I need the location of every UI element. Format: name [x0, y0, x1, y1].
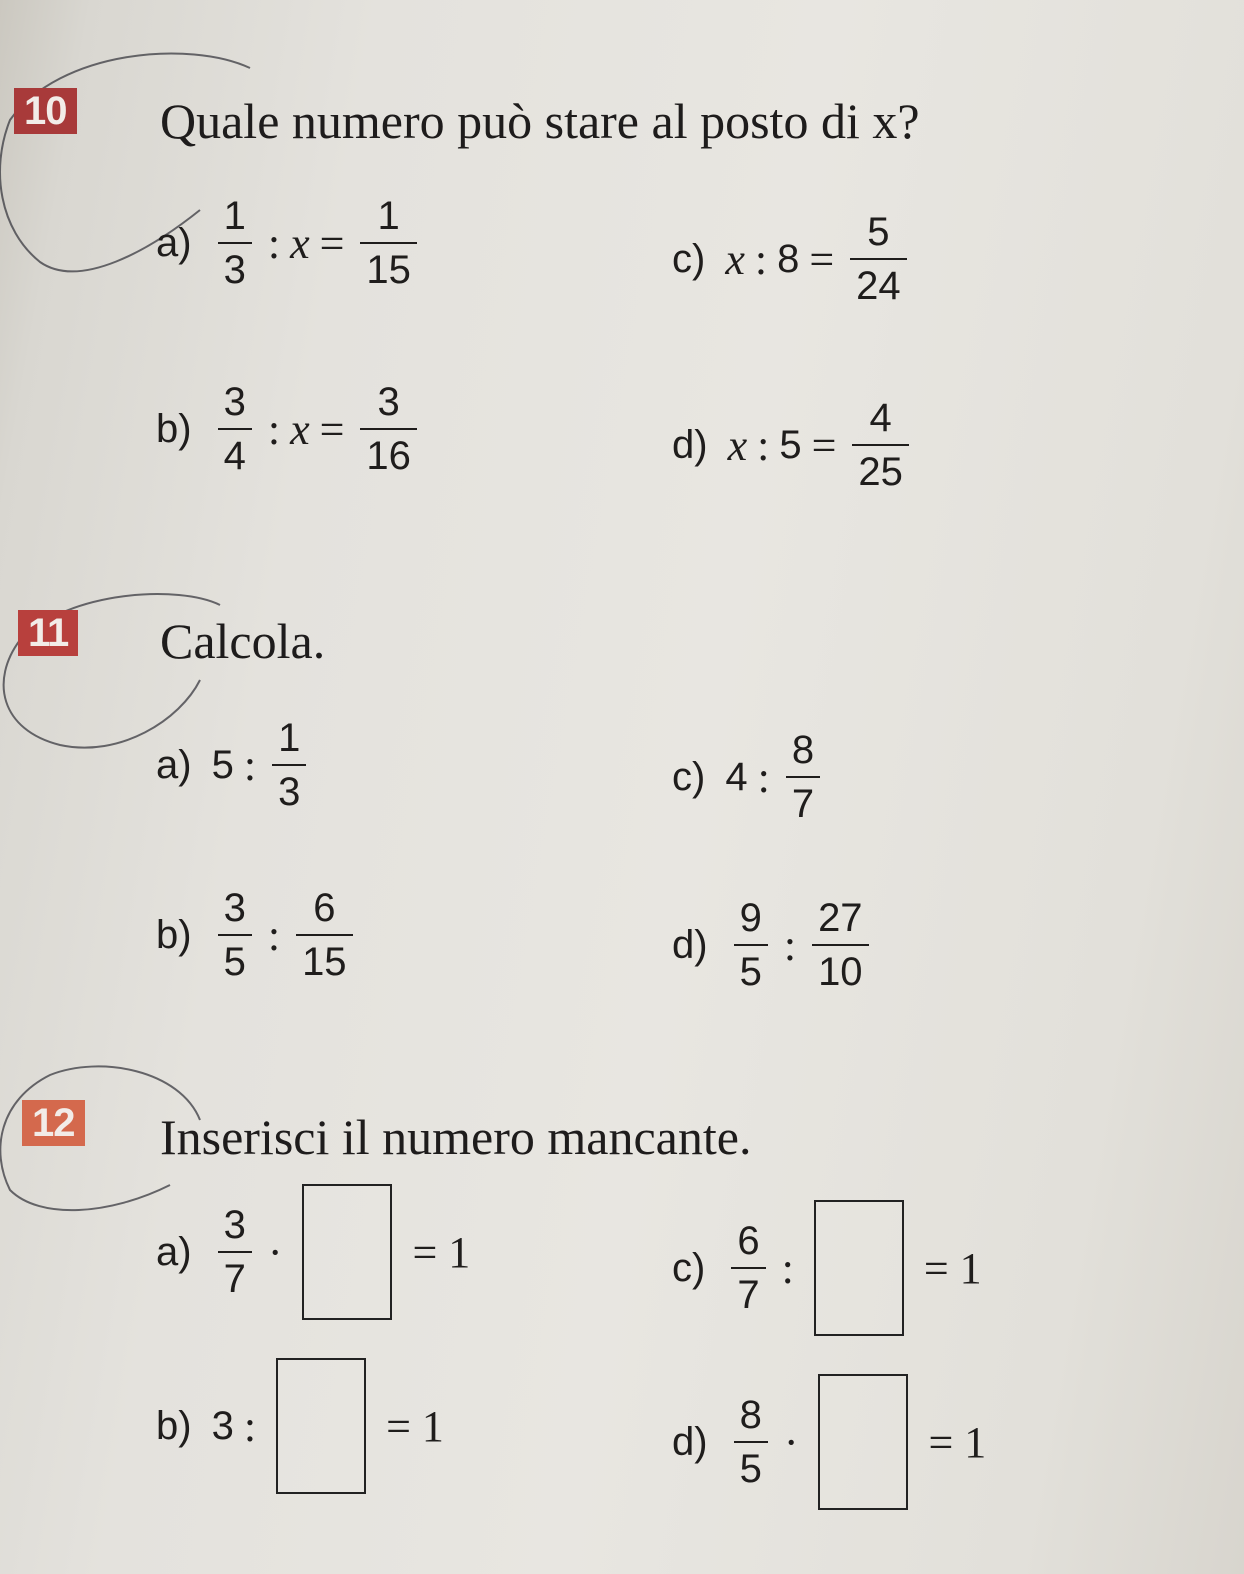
item-12a: [156, 1184, 476, 1320]
answer-box[interactable]: [302, 1184, 392, 1320]
fraction: [734, 1395, 768, 1489]
numerator: 9: [739, 896, 762, 940]
fraction: [360, 382, 417, 476]
denominator: 5: [739, 950, 762, 994]
item-10a: [156, 196, 427, 290]
fraction: [812, 898, 869, 992]
equals-one: = 1: [923, 1243, 982, 1293]
item-10b: [156, 382, 427, 476]
numerator: 1: [377, 194, 400, 238]
equals-sign: =: [319, 404, 345, 454]
division-sign: :: [243, 740, 257, 790]
numerator: 5: [867, 210, 890, 254]
equals-sign: =: [809, 234, 835, 284]
fraction: [218, 196, 252, 290]
division-sign: :: [267, 218, 281, 268]
division-sign: :: [783, 920, 797, 970]
item-label: b): [156, 1403, 192, 1448]
number: 4: [725, 754, 748, 799]
item-11d: [672, 898, 879, 992]
denominator: 4: [223, 434, 246, 478]
numerator: 8: [739, 1393, 762, 1437]
item-label: b): [156, 406, 192, 451]
equals-one: = 1: [386, 1401, 444, 1451]
exercise-title: Inserisci il numero mancante.: [160, 1109, 752, 1165]
equals-one: = 1: [412, 1227, 471, 1277]
fraction: [786, 730, 820, 824]
equals-sign: =: [811, 420, 837, 470]
item-label: a): [156, 220, 192, 265]
division-sign: :: [243, 1401, 257, 1451]
variable-x: x: [727, 420, 748, 470]
item-label: c): [672, 236, 706, 281]
item-label: d): [672, 922, 708, 967]
denominator: 5: [223, 940, 246, 984]
numerator: 3: [223, 380, 246, 424]
item-label: b): [156, 912, 192, 957]
denominator: 5: [739, 1447, 762, 1491]
denominator: 7: [223, 1257, 246, 1301]
denominator: 10: [818, 950, 863, 994]
answer-box[interactable]: [814, 1200, 904, 1336]
item-10d: [672, 398, 919, 492]
answer-box[interactable]: [276, 1358, 366, 1494]
division-sign: :: [267, 910, 281, 960]
item-11b: [156, 888, 363, 982]
exercise-title: Calcola.: [160, 613, 326, 669]
numerator: 6: [737, 1219, 760, 1263]
division-sign: :: [267, 404, 281, 454]
fraction: [218, 382, 252, 476]
item-11c: [672, 730, 830, 824]
item-label: a): [156, 742, 192, 787]
number: 5: [211, 742, 234, 787]
fraction: [731, 1221, 765, 1315]
item-12c: [672, 1200, 988, 1336]
numerator: 8: [791, 728, 815, 772]
denominator: 7: [737, 1273, 760, 1317]
fraction: [360, 196, 417, 290]
exercise-number-badge: 10: [14, 88, 77, 134]
fraction: [296, 888, 353, 982]
fraction: [850, 212, 907, 306]
number: 3: [211, 1403, 234, 1448]
numerator: 1: [223, 194, 246, 238]
denominator: 16: [366, 434, 411, 478]
equals-sign: =: [319, 218, 345, 268]
number: 8: [777, 236, 800, 281]
numerator: 3: [223, 1203, 246, 1247]
item-label: c): [672, 754, 706, 799]
exercise-title: Quale numero può stare al posto di x?: [160, 93, 920, 149]
numerator: 3: [223, 886, 246, 930]
item-12b: [156, 1358, 450, 1494]
item-label: d): [672, 422, 708, 467]
exercise-number-badge: 11: [18, 610, 78, 656]
multiplication-dot: ·: [783, 1417, 799, 1467]
numerator: 27: [818, 896, 863, 940]
fraction: [218, 888, 252, 982]
item-label: d): [672, 1419, 708, 1464]
division-sign: :: [757, 752, 770, 802]
denominator: 24: [856, 264, 901, 308]
division-sign: :: [781, 1243, 794, 1293]
fraction: [734, 898, 768, 992]
variable-x: x: [290, 218, 310, 268]
denominator: 15: [366, 248, 411, 292]
numerator: 1: [278, 716, 301, 760]
item-label: c): [672, 1245, 706, 1290]
division-sign: :: [754, 234, 768, 284]
denominator: 3: [278, 770, 301, 814]
denominator: 7: [791, 782, 815, 826]
item-label: a): [156, 1229, 192, 1274]
fraction: [852, 398, 909, 492]
numerator: 6: [313, 886, 336, 930]
equals-one: = 1: [928, 1417, 987, 1467]
denominator: 25: [858, 450, 903, 494]
variable-x: x: [725, 234, 745, 284]
denominator: 3: [223, 248, 246, 292]
division-sign: :: [757, 420, 770, 470]
item-10c: [672, 212, 917, 306]
answer-box[interactable]: [818, 1374, 908, 1510]
numerator: 4: [869, 396, 892, 440]
variable-x: x: [290, 404, 310, 454]
fraction: [272, 718, 306, 812]
multiplication-dot: ·: [267, 1227, 283, 1277]
item-12d: [672, 1374, 992, 1510]
number: 5: [779, 422, 802, 467]
exercise-number-badge: 12: [22, 1100, 85, 1146]
fraction: [218, 1205, 252, 1299]
item-11a: [156, 718, 316, 812]
numerator: 3: [377, 380, 400, 424]
denominator: 15: [302, 940, 347, 984]
